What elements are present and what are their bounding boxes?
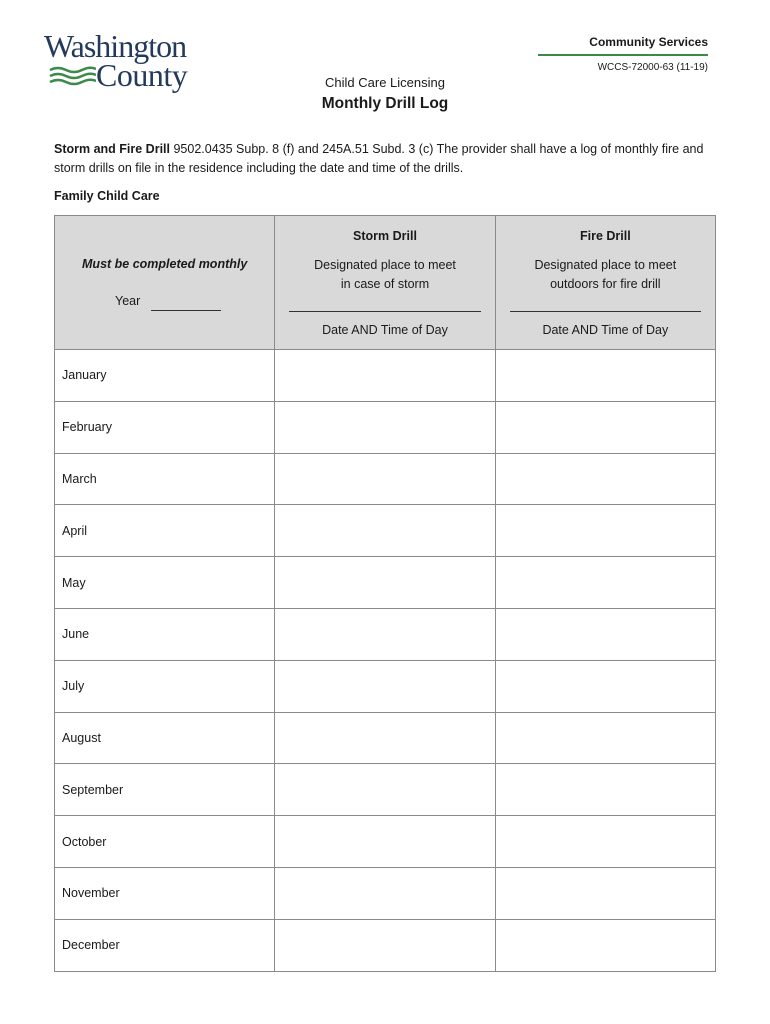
year-input-line[interactable]	[151, 310, 221, 311]
fire-drill-entry-cell[interactable]	[495, 712, 715, 764]
storm-place-label: Designated place to meet in case of storm	[314, 258, 456, 291]
table-row	[55, 712, 716, 764]
storm-drill-entry-cell[interactable]	[275, 350, 495, 402]
fire-drill-entry-cell[interactable]	[495, 608, 715, 660]
document-title: Monthly Drill Log	[321, 95, 449, 112]
storm-drill-entry-cell[interactable]	[275, 608, 495, 660]
month-label: July	[55, 660, 275, 712]
month-label: December	[55, 919, 275, 971]
month-rows	[55, 350, 716, 972]
fire-place-label: Designated place to meet outdoors for fire drill	[534, 258, 677, 291]
month-label: January	[55, 350, 275, 402]
storm-drill-entry-cell[interactable]	[275, 660, 495, 712]
month-label: April	[55, 505, 275, 557]
table-row	[55, 660, 716, 712]
storm-drill-entry-cell[interactable]	[275, 505, 495, 557]
table-row	[55, 764, 716, 816]
storm-drill-entry-cell[interactable]	[275, 764, 495, 816]
department-divider	[538, 54, 708, 56]
intro-text: 9502.0435 Subp. 8 (f) and 245A.51 Subd. 3 (c) The provider shall have a log of monthly fire and storm drills on file in the residence including the date and time of the drills.	[54, 142, 704, 175]
intro-paragraph	[54, 140, 719, 178]
fire-drill-entry-cell[interactable]	[495, 764, 715, 816]
month-label: September	[55, 764, 275, 816]
fire-drill-entry-cell[interactable]	[495, 505, 715, 557]
storm-drill-entry-cell[interactable]	[275, 557, 495, 609]
table-row	[55, 505, 716, 557]
department-name: Community Services	[589, 35, 708, 49]
fire-drill-entry-cell[interactable]	[495, 919, 715, 971]
month-label: March	[55, 453, 275, 505]
drill-log-table	[54, 215, 716, 972]
table-row	[55, 557, 716, 609]
table-row	[55, 401, 716, 453]
storm-drill-entry-cell[interactable]	[275, 867, 495, 919]
storm-drill-entry-cell[interactable]	[275, 919, 495, 971]
fire-drill-entry-cell[interactable]	[495, 867, 715, 919]
month-label: February	[55, 401, 275, 453]
section-heading: Family Child Care	[54, 189, 160, 203]
logo-word-county: County	[96, 57, 188, 93]
month-label: November	[55, 867, 275, 919]
fire-drill-entry-cell[interactable]	[495, 816, 715, 868]
document-subtitle: Child Care Licensing	[325, 75, 445, 90]
department-block	[508, 35, 708, 73]
fire-drill-entry-cell[interactable]	[495, 350, 715, 402]
table-header-row	[55, 216, 716, 350]
storm-drill-entry-cell[interactable]	[275, 401, 495, 453]
storm-drill-entry-cell[interactable]	[275, 816, 495, 868]
storm-drill-heading: Storm Drill	[353, 229, 417, 243]
year-label: Year	[115, 294, 141, 308]
header-cell-storm	[275, 216, 495, 350]
fire-drill-entry-cell[interactable]	[495, 660, 715, 712]
table-row	[55, 453, 716, 505]
fire-datetime-label: Date AND Time of Day	[542, 323, 669, 337]
table-row	[55, 350, 716, 402]
table-row	[55, 816, 716, 868]
month-label: August	[55, 712, 275, 764]
fire-place-line[interactable]	[510, 311, 701, 312]
storm-drill-entry-cell[interactable]	[275, 712, 495, 764]
intro-bold-lead: Storm and Fire Drill	[54, 142, 170, 156]
storm-place-line[interactable]	[289, 311, 480, 312]
fire-drill-entry-cell[interactable]	[495, 453, 715, 505]
month-label: June	[55, 608, 275, 660]
form-code: WCCS-72000-63 (11-19)	[597, 62, 708, 73]
table-row	[55, 919, 716, 971]
fire-drill-heading: Fire Drill	[579, 229, 631, 243]
fire-drill-entry-cell[interactable]	[495, 401, 715, 453]
table-row	[55, 867, 716, 919]
storm-drill-entry-cell[interactable]	[275, 453, 495, 505]
header-cell-month	[55, 216, 275, 350]
header-cell-fire	[495, 216, 715, 350]
storm-datetime-label: Date AND Time of Day	[322, 323, 448, 337]
month-label: May	[55, 557, 275, 609]
fire-drill-entry-cell[interactable]	[495, 557, 715, 609]
must-complete-label: Must be completed monthly	[82, 257, 248, 271]
month-label: October	[55, 816, 275, 868]
logo-word-washington: Washington	[44, 28, 187, 64]
table-row	[55, 608, 716, 660]
